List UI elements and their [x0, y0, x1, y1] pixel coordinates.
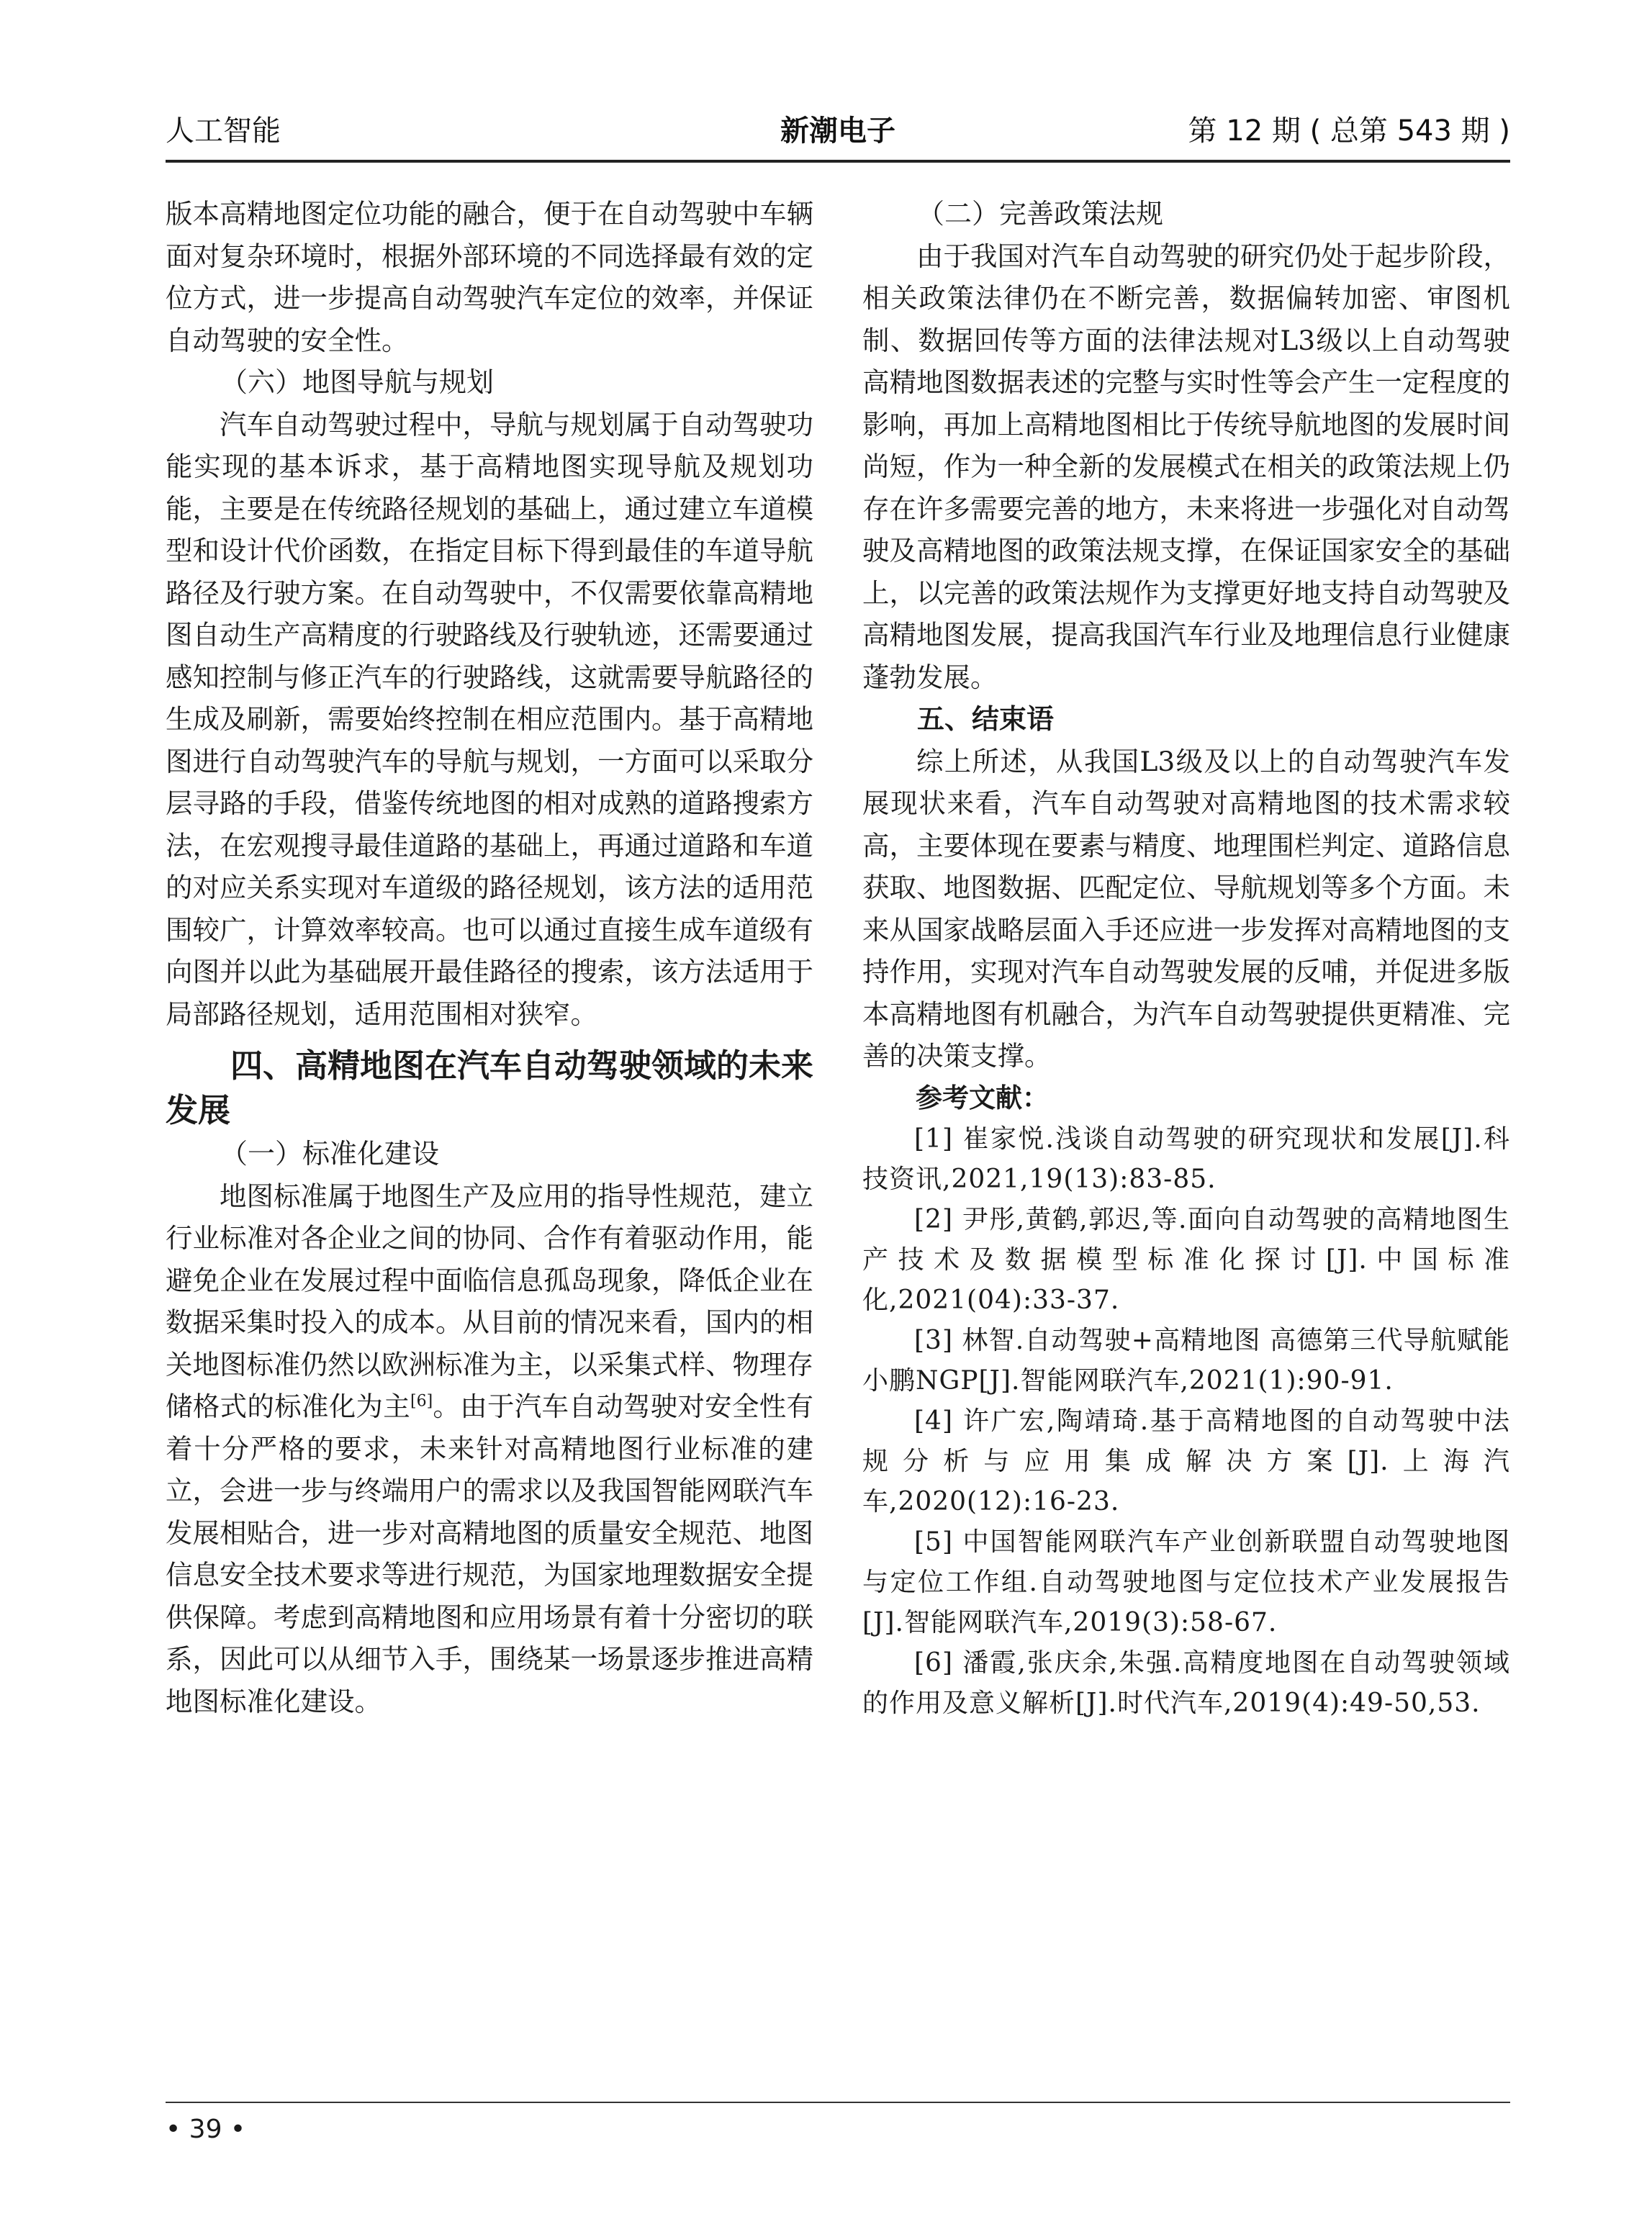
left-column — [166, 193, 813, 1722]
running-header — [166, 109, 1510, 153]
heading-policy: （二）完善政策法规 — [917, 198, 1164, 230]
reference-item: [4] 许广宏,陶靖琦.基于高精地图的自动驾驶中法规分析与应用集成解决方案[J].上海汽车,2020(12):16-23. — [862, 1406, 1510, 1516]
header-section: 人工智能 — [166, 114, 281, 148]
header-issue: 第 12 期 ( 总第 543 期 ) — [1188, 114, 1510, 148]
reference-item: [2] 尹彤,黄鹤,郭迟,等.面向自动驾驶的高精地图生产技术及数据模型标准化探讨[J].中国标准化,2021(04):33-37. — [862, 1205, 1510, 1315]
paragraph-policy: 由于我国对汽车自动驾驶的研究仍处于起步阶段，相关政策法律仍在不断完善，数据偏转加密、审图机制、数据回传等方面的法律法规对L3级以上自动驾驶高精地图数据表述的完整与实时性等会产生一定程度的影响，再加上高精地图相比于传统导航地图的发展时间尚短，作为一种全新的发展模式在相关的政策法规上仍存在许多需要完善的地方，未来将进一步强化对自动驾驶及高精地图的政策法规支撑，在保证国家安全的基础上，以完善的政策法规作为支撑更好地支持自动驾驶及高精地图发展，提高我国汽车行业及地理信息行业健康蓬勃发展。 — [862, 240, 1510, 693]
heading-future-development: 四、高精地图在汽车自动驾驶领域的未来发展 — [166, 1047, 814, 1129]
right-column — [862, 193, 1510, 1724]
heading-conclusion: 五、结束语 — [917, 703, 1055, 735]
citation-6[interactable]: [6] — [410, 1392, 433, 1411]
reference-item: [3] 林智.自动驾驶+高精地图 高德第三代导航赋能小鹏NGP[J].智能网联汽车,2021(1):90-91. — [862, 1326, 1510, 1396]
paragraph-positioning-end: 版本高精地图定位功能的融合，便于在自动驾驶中车辆面对复杂环境时，根据外部环境的不同选择最有效的定位方式，进一步提高自动驾驶汽车定位的效率，并保证自动驾驶的安全性。 — [166, 198, 813, 356]
paragraph-standardization — [166, 1175, 813, 1723]
header-journal-name: 新潮电子 — [780, 114, 895, 148]
footer-rule — [166, 2102, 1510, 2103]
paragraph-standardization-part2: 。由于汽车自动驾驶对安全性有着十分严格的要求，未来针对高精地图行业标准的建立，会进一步与终端用户的需求以及我国智能网联汽车发展相贴合，进一步对高精地图的质量安全规范、地图信息安全技术要求等进行规范，为国家地理数据安全提供保障。考虑到高精地图和应用场景有着十分密切的联系，因此可以从细节入手，围绕某一场景逐步推进高精地图标准化建设。 — [166, 1391, 814, 1717]
page-number: • 39 • — [166, 2115, 246, 2144]
paragraph-map-navigation: 汽车自动驾驶过程中，导航与规划属于自动驾驶功能实现的基本诉求，基于高精地图实现导航及规划功能，主要是在传统路径规划的基础上，通过建立车道模型和设计代价函数，在指定目标下得到最佳的车道导航路径及行驶方案。在自动驾驶中，不仅需要依靠高精地图自动生产高精度的行驶路线及行驶轨迹，还需要通过感知控制与修正汽车的行驶路线，这就需要导航路径的生成及刷新，需要始终控制在相应范围内。基于高精地图进行自动驾驶汽车的导航与规划，一方面可以采取分层寻路的手段，借鉴传统地图的相对成熟的道路搜索方法，在宏观搜寻最佳道路的基础上，再通过道路和车道的对应关系实现对车道级的路径规划，该方法的适用范围较广，计算效率较高。也可以通过直接生成车道级有向图并以此为基础展开最佳路径的搜索，该方法适用于局部路径规划，适用范围相对狭窄。 — [166, 408, 813, 1030]
references-heading: 参考文献： — [916, 1082, 1049, 1113]
paragraph-conclusion: 综上所述，从我国L3级及以上的自动驾驶汽车发展现状来看，汽车自动驾驶对高精地图的技术需求较高，主要体现在要素与精度、地理围栏判定、道路信息获取、地图数据、匹配定位、导航规划等多个方面。未来从国家战略层面入手还应进一步发挥对高精地图的支持作用，实现对汽车自动驾驶发展的反哺，并促进多版本高精地图有机融合，为汽车自动驾驶提供更精准、完善的决策支撑。 — [862, 745, 1510, 1072]
reference-item: [6] 潘霞,张庆余,朱强.高精度地图在自动驾驶领域的作用及意义解析[J].时代汽车,2019(4):49-50,53. — [862, 1648, 1510, 1718]
header-rule — [166, 160, 1510, 163]
reference-item: [1] 崔家悦.浅谈自动驾驶的研究现状和发展[J].科技资讯,2021,19(13):83-85. — [862, 1124, 1510, 1194]
heading-map-navigation: （六）地图导航与规划 — [220, 366, 495, 398]
reference-item: [5] 中国智能网联汽车产业创新联盟自动驾驶地图与定位工作组.自动驾驶地图与定位技术产业发展报告[J].智能网联汽车,2019(3):58-67. — [862, 1527, 1510, 1637]
heading-standardization: （一）标准化建设 — [220, 1138, 440, 1170]
paragraph-standardization-part1: 地图标准属于地图生产及应用的指导性规范，建立行业标准对各企业之间的协同、合作有着驱动作用，能避免企业在发展过程中面临信息孤岛现象，降低企业在数据采集时投入的成本。从目前的情况来看，国内的相关地图标准仍然以欧洲标准为主，以采集式样、物理存储格式的标准化为主 — [166, 1180, 813, 1422]
